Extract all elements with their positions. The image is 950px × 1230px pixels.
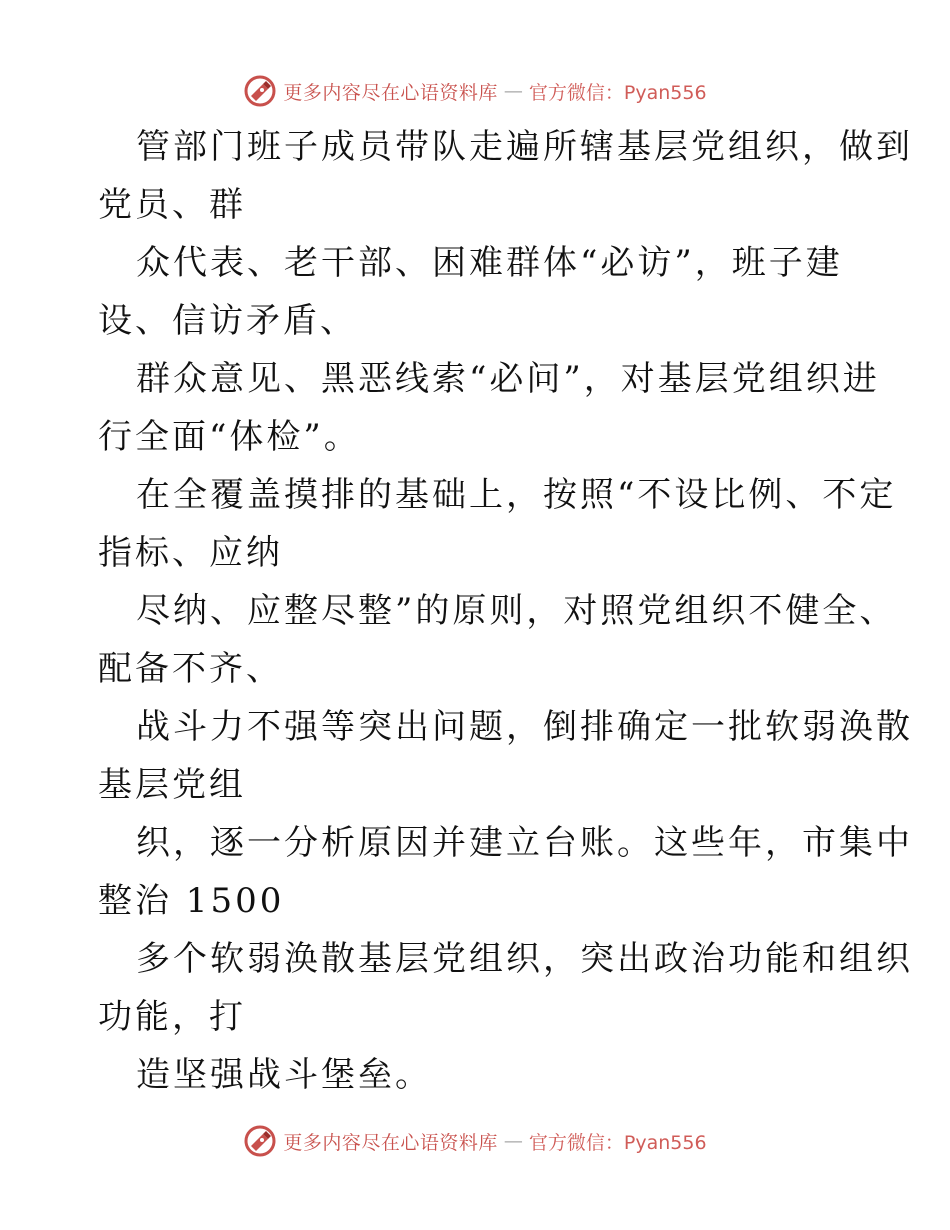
text-line: 整治 1500 [98, 881, 285, 921]
text-line: 指标、应纳 [98, 533, 283, 573]
text-line: 造坚强战斗堡垒。 [136, 1055, 432, 1095]
watermark-text: 更多内容尽在心语资料库 [283, 81, 498, 104]
text-line: 众代表、老干部、困难群体“必访”，班子建 [136, 243, 843, 283]
document-body [98, 118, 913, 1104]
text-line: 在全覆盖摸排的基础上，按照“不设比例、不定 [136, 475, 897, 515]
pen-nib-logo-icon [243, 74, 277, 108]
watermark-contact: 官方微信：Pyan556 [528, 81, 707, 104]
watermark-text: 更多内容尽在心语资料库 [283, 1131, 498, 1154]
text-line: 战斗力不强等突出问题，倒排确定一批软弱涣散 [136, 707, 913, 747]
text-line: 功能，打 [98, 997, 246, 1037]
text-line: 行全面“体检”。 [98, 417, 361, 457]
text-line: 党员、群 [98, 185, 246, 225]
text-line: 配备不齐、 [98, 649, 283, 689]
watermark-dash: — [503, 1130, 523, 1152]
text-line: 多个软弱涣散基层党组织，突出政治功能和组织 [136, 939, 913, 979]
watermark-header [0, 71, 950, 111]
text-line: 基层党组 [98, 765, 246, 805]
watermark-contact: 官方微信：Pyan556 [528, 1131, 707, 1154]
text-line: 设、信访矛盾、 [98, 301, 357, 341]
watermark-footer [0, 1121, 950, 1161]
text-line: 管部门班子成员带队走遍所辖基层党组织，做到 [136, 127, 913, 167]
text-line: 群众意见、黑恶线索“必问”，对基层党组织进 [136, 359, 880, 399]
pen-nib-logo-icon [243, 1124, 277, 1158]
watermark-dash: — [503, 80, 523, 102]
text-line: 织，逐一分析原因并建立台账。这些年，市集中 [136, 823, 913, 863]
text-line: 尽纳、应整尽整”的原则，对照党组织不健全、 [136, 591, 897, 631]
